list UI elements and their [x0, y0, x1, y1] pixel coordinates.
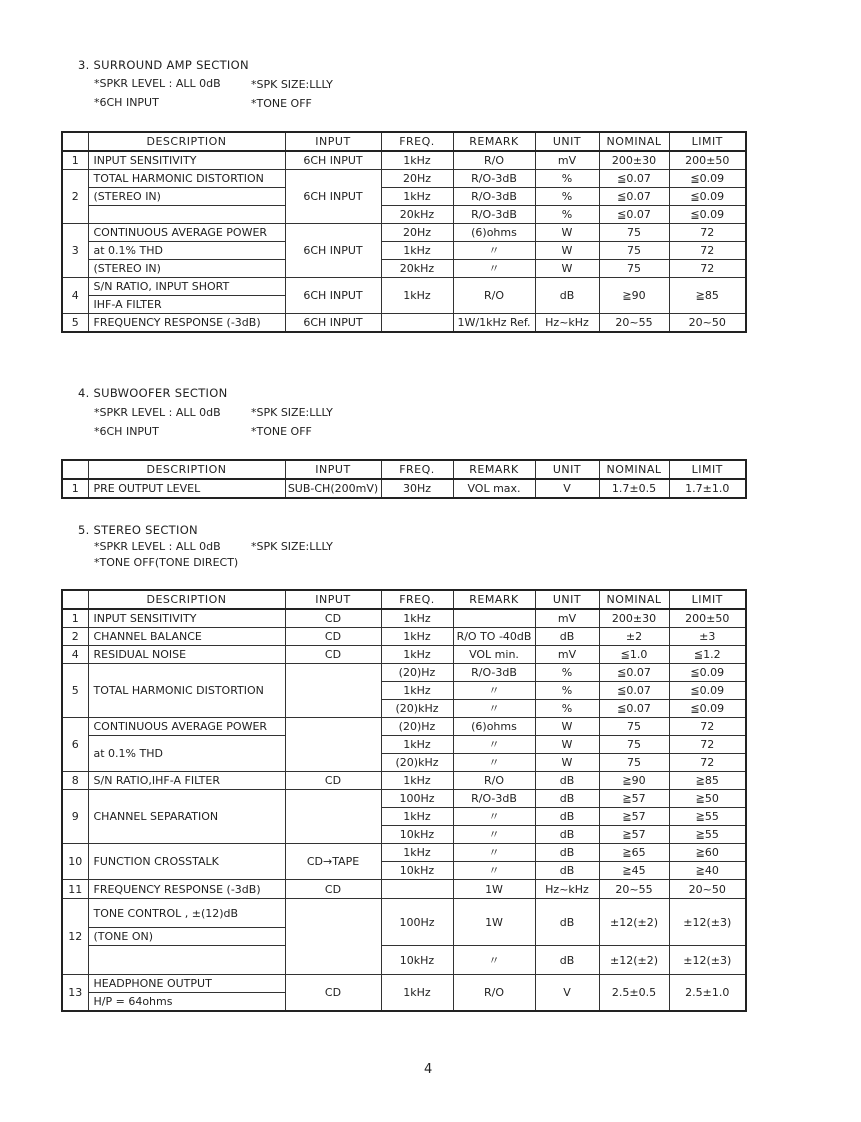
header-description: DESCRIPTION: [88, 460, 285, 479]
cell-freq: (20)Hz: [381, 664, 453, 682]
cell-description: TONE CONTROL , ±(12)dB: [88, 899, 285, 928]
table-row: [62, 975, 746, 993]
cell-remark: R/O-3dB: [453, 188, 535, 206]
cell-description: TOTAL HARMONIC DISTORTION: [88, 170, 285, 188]
sec4-condition-spkr-level: *SPKR LEVEL : ALL 0dB: [94, 406, 221, 419]
cell-nominal: 20~55: [599, 880, 669, 899]
cell-limit: 200±50: [669, 151, 746, 170]
cell-item-no: 1: [62, 479, 88, 498]
cell-limit: ±12(±3): [669, 899, 746, 946]
cell-input: [285, 718, 381, 772]
header-nominal: NOMINAL: [599, 132, 669, 151]
header-input: INPUT: [285, 460, 381, 479]
cell-freq: 10kHz: [381, 826, 453, 844]
cell-description: S/N RATIO, INPUT SHORT: [88, 278, 285, 296]
cell-remark: VOL min.: [453, 646, 535, 664]
cell-unit: V: [535, 479, 599, 498]
header-description: DESCRIPTION: [88, 590, 285, 609]
cell-freq: (20)kHz: [381, 700, 453, 718]
cell-nominal: ≦0.07: [599, 700, 669, 718]
cell-freq: 1kHz: [381, 609, 453, 628]
cell-unit: Hz~kHz: [535, 314, 599, 333]
table-row: [62, 718, 746, 736]
header-nominal: NOMINAL: [599, 590, 669, 609]
cell-nominal: ≦0.07: [599, 188, 669, 206]
header-input: INPUT: [285, 590, 381, 609]
cell-nominal: ±12(±2): [599, 899, 669, 946]
cell-remark: R/O-3dB: [453, 206, 535, 224]
cell-unit: mV: [535, 646, 599, 664]
header-item-no: [62, 460, 88, 479]
table-row: [62, 880, 746, 899]
cell-item-no: 2: [62, 628, 88, 646]
cell-freq: (20)Hz: [381, 718, 453, 736]
cell-freq: 1kHz: [381, 242, 453, 260]
section-4-title: 4. SUBWOOFER SECTION: [78, 386, 228, 400]
cell-remark: 〃: [453, 736, 535, 754]
cell-description: CHANNEL SEPARATION: [88, 790, 285, 844]
cell-nominal: ≦0.07: [599, 206, 669, 224]
cell-unit: dB: [535, 808, 599, 826]
cell-unit: Hz~kHz: [535, 880, 599, 899]
header-unit: UNIT: [535, 590, 599, 609]
cell-input: CD→TAPE: [285, 844, 381, 880]
cell-description: FUNCTION CROSSTALK: [88, 844, 285, 880]
cell-remark: R/O: [453, 975, 535, 1012]
header-row: [62, 460, 746, 479]
cell-nominal: ≧90: [599, 772, 669, 790]
sec5-condition-spk-size: *SPK SIZE:LLLY: [251, 540, 333, 553]
cell-limit: 200±50: [669, 609, 746, 628]
cell-input: 6CH INPUT: [285, 278, 381, 314]
cell-unit: dB: [535, 772, 599, 790]
cell-unit: dB: [535, 628, 599, 646]
sec4-condition-spk-size: *SPK SIZE:LLLY: [251, 406, 333, 419]
cell-description: S/N RATIO,IHF-A FILTER: [88, 772, 285, 790]
cell-description: H/P = 64ohms: [88, 993, 285, 1012]
cell-nominal: 75: [599, 736, 669, 754]
cell-description: [88, 206, 285, 224]
cell-item-no: 11: [62, 880, 88, 899]
cell-unit: W: [535, 754, 599, 772]
cell-nominal: ≧45: [599, 862, 669, 880]
cell-limit: ≧40: [669, 862, 746, 880]
header-unit: UNIT: [535, 132, 599, 151]
cell-limit: ≦0.09: [669, 664, 746, 682]
header-freq: FREQ.: [381, 460, 453, 479]
table-row: [62, 790, 746, 808]
cell-remark: 〃: [453, 754, 535, 772]
cell-input: CD: [285, 628, 381, 646]
cell-remark: [453, 609, 535, 628]
cell-description: INPUT SENSITIVITY: [88, 609, 285, 628]
table-row: [62, 946, 746, 975]
cell-remark: (6)ohms: [453, 718, 535, 736]
cell-remark: R/O-3dB: [453, 664, 535, 682]
cell-input: CD: [285, 646, 381, 664]
subwoofer-table: [61, 459, 747, 499]
cell-freq: 20kHz: [381, 206, 453, 224]
cell-item-no: 4: [62, 646, 88, 664]
cell-freq: 10kHz: [381, 862, 453, 880]
cell-remark: R/O TO -40dB: [453, 628, 535, 646]
cell-description: TOTAL HARMONIC DISTORTION: [88, 664, 285, 718]
cell-freq: 1kHz: [381, 975, 453, 1012]
cell-input: CD: [285, 880, 381, 899]
cell-nominal: ≧65: [599, 844, 669, 862]
cell-description: PRE OUTPUT LEVEL: [88, 479, 285, 498]
cell-unit: dB: [535, 844, 599, 862]
cell-freq: 20kHz: [381, 260, 453, 278]
cell-input: SUB-CH(200mV): [285, 479, 381, 498]
table-row: [62, 772, 746, 790]
cell-limit: 72: [669, 224, 746, 242]
table-row: [62, 646, 746, 664]
cell-limit: ≦0.09: [669, 206, 746, 224]
cell-nominal: 2.5±0.5: [599, 975, 669, 1012]
cell-nominal: ≧90: [599, 278, 669, 314]
cell-freq: 1kHz: [381, 844, 453, 862]
section-5-title: 5. STEREO SECTION: [78, 523, 198, 537]
cell-freq: 1kHz: [381, 628, 453, 646]
cell-remark: 〃: [453, 242, 535, 260]
cell-freq: 1kHz: [381, 188, 453, 206]
cell-limit: ≧50: [669, 790, 746, 808]
cell-limit: 72: [669, 718, 746, 736]
cell-unit: W: [535, 736, 599, 754]
cell-remark: 〃: [453, 826, 535, 844]
cell-freq: [381, 314, 453, 333]
cell-input: 6CH INPUT: [285, 151, 381, 170]
cell-remark: 〃: [453, 844, 535, 862]
cell-description: INPUT SENSITIVITY: [88, 151, 285, 170]
cell-unit: W: [535, 242, 599, 260]
cell-description: FREQUENCY RESPONSE (-3dB): [88, 314, 285, 333]
cell-remark: 〃: [453, 946, 535, 975]
cell-unit: dB: [535, 790, 599, 808]
cell-description: CONTINUOUS AVERAGE POWER: [88, 718, 285, 736]
cell-nominal: ≧57: [599, 826, 669, 844]
cell-item-no: 1: [62, 151, 88, 170]
cell-limit: ≦0.09: [669, 188, 746, 206]
cell-remark: R/O-3dB: [453, 170, 535, 188]
cell-limit: ±12(±3): [669, 946, 746, 975]
cell-limit: 72: [669, 242, 746, 260]
cell-item-no: 5: [62, 664, 88, 718]
cell-remark: 〃: [453, 862, 535, 880]
cell-input: CD: [285, 975, 381, 1012]
sec3-condition-input: *6CH INPUT: [94, 96, 159, 109]
cell-limit: ≦0.09: [669, 682, 746, 700]
cell-limit: 72: [669, 260, 746, 278]
cell-nominal: 75: [599, 242, 669, 260]
cell-nominal: 75: [599, 754, 669, 772]
cell-limit: 72: [669, 736, 746, 754]
cell-description: at 0.1% THD: [88, 242, 285, 260]
cell-nominal: ≦0.07: [599, 682, 669, 700]
cell-remark: 〃: [453, 260, 535, 278]
cell-limit: 20~50: [669, 314, 746, 333]
cell-unit: dB: [535, 826, 599, 844]
table-row: [62, 224, 746, 242]
cell-freq: [381, 880, 453, 899]
header-freq: FREQ.: [381, 590, 453, 609]
table-row: [62, 242, 746, 260]
cell-remark: R/O-3dB: [453, 790, 535, 808]
cell-description: HEADPHONE OUTPUT: [88, 975, 285, 993]
header-remark: REMARK: [453, 132, 535, 151]
cell-remark: 1W/1kHz Ref.: [453, 314, 535, 333]
sec4-condition-tone: *TONE OFF: [251, 425, 312, 438]
cell-remark: 〃: [453, 808, 535, 826]
cell-freq: 1kHz: [381, 808, 453, 826]
cell-description: FREQUENCY RESPONSE (-3dB): [88, 880, 285, 899]
header-limit: LIMIT: [669, 132, 746, 151]
cell-nominal: ≦1.0: [599, 646, 669, 664]
cell-input: 6CH INPUT: [285, 224, 381, 278]
cell-description: RESIDUAL NOISE: [88, 646, 285, 664]
cell-limit: ≧60: [669, 844, 746, 862]
cell-remark: R/O: [453, 151, 535, 170]
cell-unit: %: [535, 188, 599, 206]
cell-description: CONTINUOUS AVERAGE POWER: [88, 224, 285, 242]
table-row: [62, 609, 746, 628]
cell-nominal: ±12(±2): [599, 946, 669, 975]
header-remark: REMARK: [453, 460, 535, 479]
header-item-no: [62, 132, 88, 151]
section-3-title: 3. SURROUND AMP SECTION: [78, 58, 249, 72]
cell-remark: 〃: [453, 700, 535, 718]
cell-freq: (20)kHz: [381, 754, 453, 772]
table-row: [62, 170, 746, 188]
cell-nominal: ±2: [599, 628, 669, 646]
cell-item-no: 4: [62, 278, 88, 314]
table-row: [62, 899, 746, 928]
sec3-condition-tone: *TONE OFF: [251, 97, 312, 110]
cell-unit: %: [535, 664, 599, 682]
cell-limit: ≦0.09: [669, 170, 746, 188]
cell-unit: V: [535, 975, 599, 1012]
cell-unit: %: [535, 682, 599, 700]
cell-freq: 20Hz: [381, 224, 453, 242]
cell-freq: 1kHz: [381, 278, 453, 314]
cell-unit: W: [535, 718, 599, 736]
cell-unit: dB: [535, 862, 599, 880]
cell-nominal: 75: [599, 224, 669, 242]
table-row: [62, 206, 746, 224]
sec5-condition-tone: *TONE OFF(TONE DIRECT): [94, 556, 239, 569]
cell-freq: 100Hz: [381, 899, 453, 946]
cell-description: (STEREO IN): [88, 188, 285, 206]
cell-nominal: ≧57: [599, 808, 669, 826]
table-row: [62, 844, 746, 862]
cell-remark: R/O: [453, 772, 535, 790]
header-row: [62, 590, 746, 609]
cell-input: [285, 790, 381, 844]
cell-nominal: 200±30: [599, 609, 669, 628]
cell-description: (TONE ON): [88, 928, 285, 946]
cell-item-no: 8: [62, 772, 88, 790]
cell-nominal: ≦0.07: [599, 170, 669, 188]
cell-remark: 1W: [453, 880, 535, 899]
table-row: [62, 314, 746, 333]
table-row: [62, 278, 746, 296]
cell-freq: 30Hz: [381, 479, 453, 498]
cell-description: CHANNEL BALANCE: [88, 628, 285, 646]
cell-limit: 2.5±1.0: [669, 975, 746, 1012]
sec3-condition-spk-size: *SPK SIZE:LLLY: [251, 78, 333, 91]
cell-limit: 20~50: [669, 880, 746, 899]
cell-unit: dB: [535, 899, 599, 946]
cell-item-no: 10: [62, 844, 88, 880]
cell-item-no: 9: [62, 790, 88, 844]
cell-nominal: 75: [599, 260, 669, 278]
header-nominal: NOMINAL: [599, 460, 669, 479]
cell-unit: W: [535, 224, 599, 242]
sec4-condition-input: *6CH INPUT: [94, 425, 159, 438]
cell-unit: mV: [535, 151, 599, 170]
cell-input: CD: [285, 772, 381, 790]
cell-limit: 1.7±1.0: [669, 479, 746, 498]
cell-nominal: ≦0.07: [599, 664, 669, 682]
cell-unit: dB: [535, 946, 599, 975]
table-row: [62, 188, 746, 206]
header-limit: LIMIT: [669, 460, 746, 479]
cell-unit: %: [535, 206, 599, 224]
cell-unit: %: [535, 170, 599, 188]
cell-item-no: 2: [62, 170, 88, 224]
cell-item-no: 13: [62, 975, 88, 1012]
cell-input: [285, 899, 381, 975]
cell-description: IHF-A FILTER: [88, 296, 285, 314]
cell-limit: ≧85: [669, 772, 746, 790]
sec5-condition-spkr-level: *SPKR LEVEL : ALL 0dB: [94, 540, 221, 553]
cell-nominal: 1.7±0.5: [599, 479, 669, 498]
cell-remark: VOL max.: [453, 479, 535, 498]
header-remark: REMARK: [453, 590, 535, 609]
cell-unit: mV: [535, 609, 599, 628]
cell-limit: 72: [669, 754, 746, 772]
page-number: 4: [424, 1062, 433, 1077]
cell-item-no: 1: [62, 609, 88, 628]
cell-input: CD: [285, 609, 381, 628]
cell-freq: 1kHz: [381, 682, 453, 700]
cell-limit: ≧85: [669, 278, 746, 314]
cell-remark: R/O: [453, 278, 535, 314]
sec3-condition-spkr-level: *SPKR LEVEL : ALL 0dB: [94, 77, 221, 90]
cell-freq: 1kHz: [381, 736, 453, 754]
cell-description: [88, 946, 285, 975]
cell-input: [285, 664, 381, 718]
cell-freq: 100Hz: [381, 790, 453, 808]
table-row: [62, 151, 746, 170]
cell-freq: 20Hz: [381, 170, 453, 188]
cell-unit: W: [535, 260, 599, 278]
cell-nominal: ≧57: [599, 790, 669, 808]
cell-freq: 1kHz: [381, 151, 453, 170]
cell-nominal: 20~55: [599, 314, 669, 333]
table-row: [62, 628, 746, 646]
surround-amp-table: [61, 131, 747, 333]
cell-remark: 〃: [453, 682, 535, 700]
table-row: [62, 260, 746, 278]
cell-description: (STEREO IN): [88, 260, 285, 278]
header-item-no: [62, 590, 88, 609]
header-freq: FREQ.: [381, 132, 453, 151]
cell-limit: ±3: [669, 628, 746, 646]
cell-item-no: 6: [62, 718, 88, 772]
cell-nominal: 200±30: [599, 151, 669, 170]
cell-input: 6CH INPUT: [285, 314, 381, 333]
header-row: [62, 132, 746, 151]
cell-item-no: 5: [62, 314, 88, 333]
cell-freq: 1kHz: [381, 772, 453, 790]
cell-freq: 1kHz: [381, 646, 453, 664]
cell-remark: 1W: [453, 899, 535, 946]
cell-description: at 0.1% THD: [88, 736, 285, 772]
cell-nominal: 75: [599, 718, 669, 736]
cell-limit: ≦0.09: [669, 700, 746, 718]
table-row: [62, 664, 746, 682]
cell-item-no: 3: [62, 224, 88, 278]
header-limit: LIMIT: [669, 590, 746, 609]
cell-limit: ≧55: [669, 808, 746, 826]
header-unit: UNIT: [535, 460, 599, 479]
cell-limit: ≧55: [669, 826, 746, 844]
table-row: [62, 736, 746, 754]
cell-unit: dB: [535, 278, 599, 314]
cell-freq: 10kHz: [381, 946, 453, 975]
cell-unit: %: [535, 700, 599, 718]
cell-input: 6CH INPUT: [285, 170, 381, 224]
header-description: DESCRIPTION: [88, 132, 285, 151]
cell-limit: ≦1.2: [669, 646, 746, 664]
cell-item-no: 12: [62, 899, 88, 975]
stereo-table: [61, 589, 747, 1012]
table-row: [62, 479, 746, 498]
cell-remark: (6)ohms: [453, 224, 535, 242]
header-input: INPUT: [285, 132, 381, 151]
